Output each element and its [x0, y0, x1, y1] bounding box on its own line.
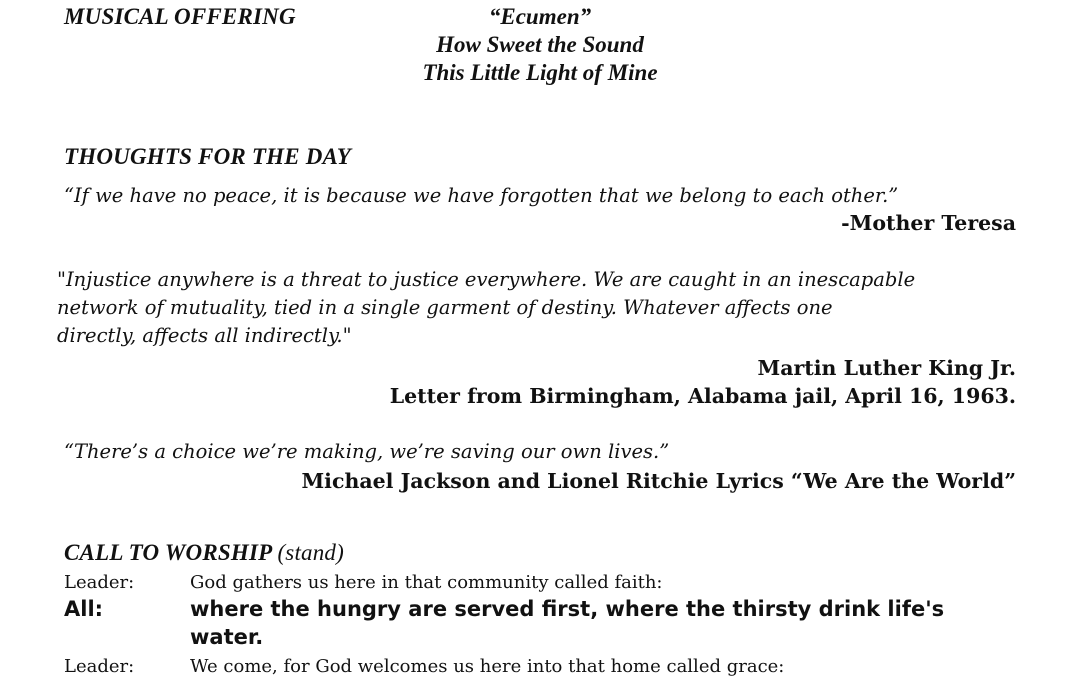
call-to-worship-heading — [64, 540, 344, 566]
quote-author-mother-teresa: -Mother Teresa — [841, 211, 1016, 235]
musical-title-3: This Little Light of Mine — [422, 60, 658, 85]
litany-role-all: All: — [64, 597, 104, 621]
litany-response: where the hungry are served first, where the thirsty drink life's — [190, 597, 945, 621]
litany-role-leader: Leader: — [64, 656, 135, 677]
quote-mother-teresa: “If we have no peace, it is because we have forgotten that we belong to each other.” — [64, 184, 899, 207]
stand-note: (stand) — [277, 540, 344, 565]
quote-source-mlk: Letter from Birmingham, Alabama jail, April 16, 1963. — [389, 384, 1016, 408]
litany-text: God gathers us here in that community called faith: — [190, 572, 663, 593]
litany-text: We come, for God welcomes us here into that home called grace: — [190, 656, 785, 677]
quote-mlk-line-3: directly, affects all indirectly." — [57, 324, 352, 347]
litany-role-leader: Leader: — [64, 572, 135, 593]
musical-title-2: How Sweet the Sound — [436, 32, 644, 57]
thoughts-heading: THOUGHTS FOR THE DAY — [64, 144, 352, 169]
quote-author-we-are-the-world: Michael Jackson and Lionel Ritchie Lyrics “We Are the World” — [301, 469, 1016, 493]
quote-we-are-the-world: “There’s a choice we’re making, we’re saving our own lives.” — [64, 440, 670, 463]
litany-response-continued: water. — [190, 625, 264, 649]
call-to-worship-title: CALL TO WORSHIP — [64, 540, 272, 565]
musical-offering-heading: MUSICAL OFFERING — [64, 4, 296, 29]
quote-author-mlk: Martin Luther King Jr. — [757, 356, 1016, 380]
quote-mlk-line-2: network of mutuality, tied in a single garment of destiny. Whatever affects one — [57, 296, 833, 319]
quote-mlk-line-1: "Injustice anywhere is a threat to justice everywhere. We are caught in an inescapable — [57, 268, 916, 291]
musical-title-1: “Ecumen” — [488, 4, 592, 29]
